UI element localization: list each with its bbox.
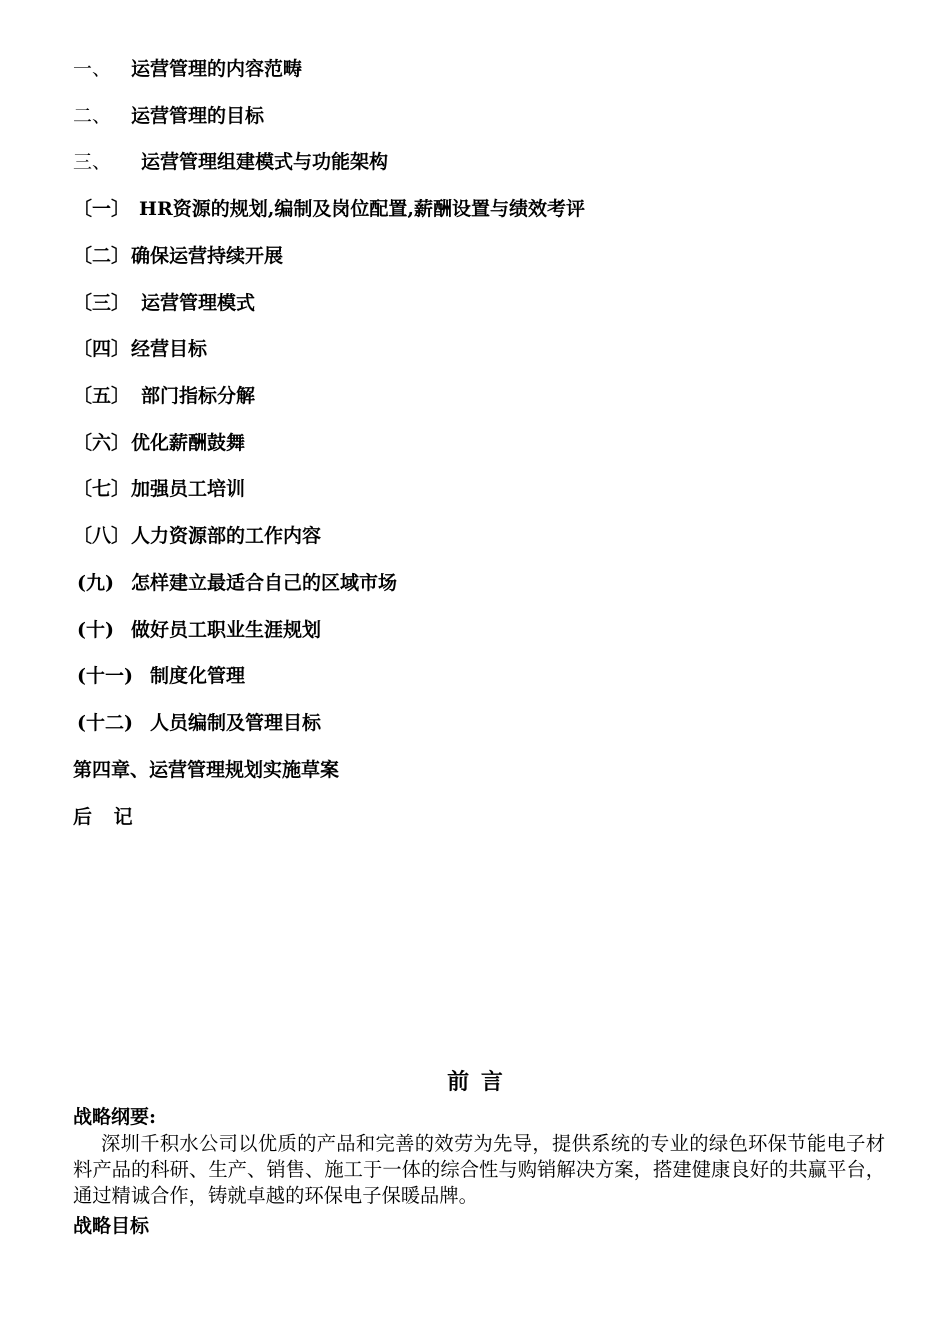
- toc-entry: [73, 151, 388, 173]
- strategy-summary-text: 深圳千积水公司以优质的产品和完善的效劳为先导，提供系统的专业的绿色环保节能电子材料产品的科研、生产、销售、施工于一体的综合性与购销解决方案，搭建健康良好的共赢平台，通过精诚合作，铸就卓越的环保电子保暖品牌。: [73, 1132, 885, 1207]
- toc-entry: [73, 385, 255, 407]
- toc-entry-title: HR资源的规划,编制及岗位配置,薪酬设置与绩效考评: [139, 198, 585, 220]
- toc-entry-number: 〔五〕: [73, 385, 131, 407]
- toc-entry-title: 运营管理的目标: [131, 105, 265, 127]
- toc-entry-title: 部门指标分解: [141, 385, 256, 407]
- strategy-summary-label: 战略纲要:: [73, 1106, 157, 1128]
- toc-entry: [73, 245, 283, 267]
- toc-entry-title: 优化薪酬鼓舞: [131, 432, 246, 454]
- toc-entry-title: 人力资源部的工作内容: [131, 525, 322, 547]
- toc-entry: [73, 665, 245, 687]
- toc-entry: [73, 525, 321, 547]
- toc-entry-title: 确保运营持续开展: [131, 245, 284, 267]
- toc-entry-title: 后 记: [73, 806, 133, 828]
- strategy-goal-label: 战略目标: [73, 1215, 150, 1237]
- toc-entry: [73, 478, 245, 500]
- toc-entry-title: 第四章、运营管理规划实施草案: [73, 759, 340, 781]
- toc-entry: [73, 432, 245, 454]
- toc-entry-title: 怎样建立最适合自己的区域市场: [131, 572, 398, 594]
- toc-entry-number: (十二): [77, 712, 133, 734]
- toc-entry-number: 三、: [73, 151, 112, 173]
- toc-entry-number: 〔四〕: [73, 338, 131, 360]
- toc-entry-number: 一、: [73, 58, 112, 80]
- toc-entry-number: 〔一〕: [73, 198, 131, 220]
- toc-entry-number: 〔三〕: [73, 292, 131, 314]
- toc-entry: [73, 58, 302, 80]
- toc-entry-title: 运营管理模式: [141, 292, 256, 314]
- toc-entry: [73, 105, 264, 127]
- toc-entry-number: 〔二〕: [73, 245, 131, 267]
- toc-entry-title: 经营目标: [131, 338, 208, 360]
- toc-entry: [73, 572, 397, 594]
- toc-entry-number: 〔六〕: [73, 432, 131, 454]
- toc-entry-title: 人员编制及管理目标: [150, 712, 322, 734]
- toc-entry-title: 加强员工培训: [131, 478, 246, 500]
- toc-entry-number: 〔八〕: [73, 525, 131, 547]
- toc-entry-title: 制度化管理: [150, 665, 246, 687]
- toc-entry: [73, 712, 321, 734]
- preface-title: 前 言: [447, 1069, 503, 1095]
- toc-entry-number: (十): [77, 619, 114, 641]
- toc-entry-number: 二、: [73, 105, 112, 127]
- toc-entry-number: 〔七〕: [73, 478, 131, 500]
- toc-entry: [73, 338, 207, 360]
- toc-entry: [73, 292, 255, 314]
- toc-entry-title: 运营管理组建模式与功能架构: [141, 151, 389, 173]
- toc-entry-title: 运营管理的内容范畴: [131, 58, 303, 80]
- toc-entry: [73, 198, 585, 220]
- toc-entry: [73, 619, 321, 641]
- toc-entry-number: (十一): [77, 665, 133, 687]
- toc-entry-chapter: [73, 759, 339, 781]
- toc-entry-title: 做好员工职业生涯规划: [131, 619, 322, 641]
- toc-entry-afterword: [73, 806, 133, 828]
- toc-entry-number: (九): [77, 572, 114, 594]
